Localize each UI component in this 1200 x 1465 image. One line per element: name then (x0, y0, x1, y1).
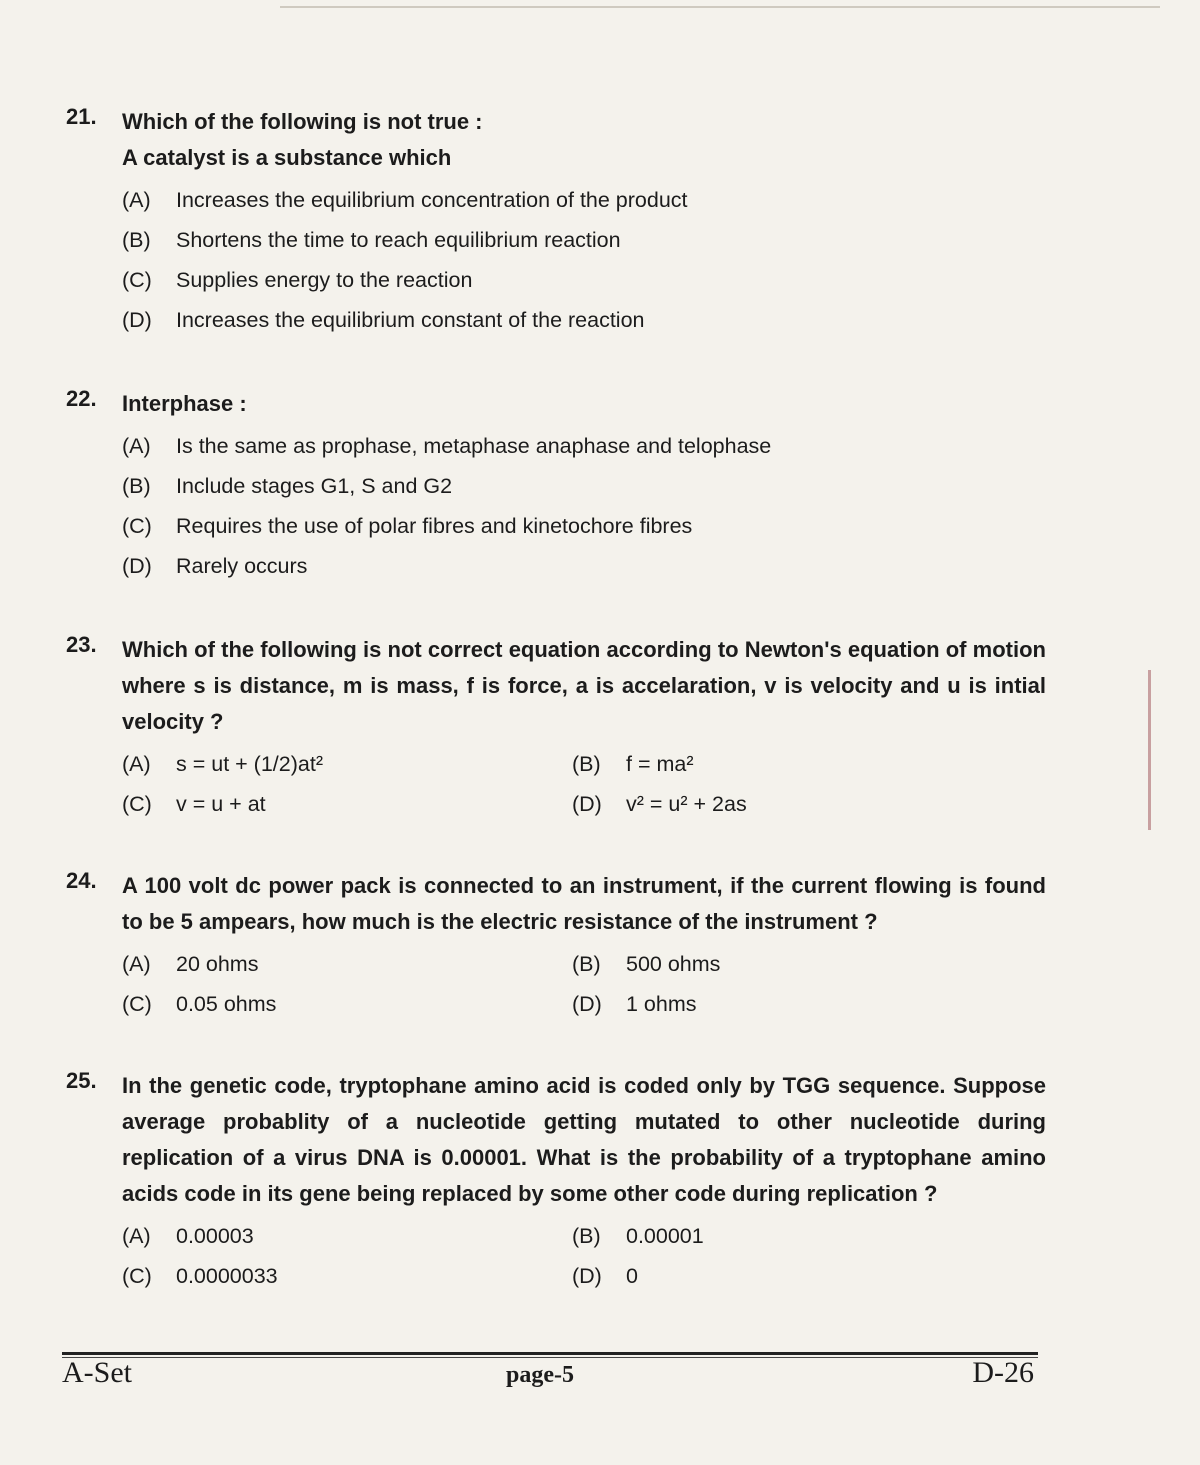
page-number: page-5 (506, 1362, 574, 1388)
option-grid (122, 1216, 1046, 1296)
question-text: Which of the following is not correct equation according to Newton's equation of motion where s is distance, m is mass, f is force, a is accelaration, v is velocity and u is intial velocity ? (122, 637, 1046, 734)
option-a: (A) Is the same as prophase, metaphase anaphase and telophase (122, 434, 772, 458)
option-d: (D) v² = u² + 2as (572, 792, 747, 816)
question-number: 22. (66, 386, 97, 411)
question-25 (66, 1068, 1046, 1296)
question-text: Which of the following is not true : A catalyst is a substance which (122, 109, 483, 170)
option-a: (A) s = ut + (1/2)at² (122, 752, 323, 776)
paper-code: D-26 (972, 1356, 1034, 1389)
option-list (122, 180, 1046, 340)
option-d: (D) Increases the equilibrium constant of the reaction (122, 308, 645, 332)
question-number: 21. (66, 104, 97, 129)
question-24 (66, 868, 1046, 1024)
option-c: (C) Supplies energy to the reaction (122, 268, 473, 292)
question-number: 24. (66, 868, 97, 893)
question-number: 25. (66, 1068, 97, 1093)
question-text: In the genetic code, tryptophane amino acid is coded only by TGG sequence. Suppose average probablity of a nucleotide getting mutated to other nucleotide during replication of a virus DNA is 0.00001. What is the probability of a tryptophane amino acids code in its gene being replaced by some other code during replication ? (122, 1073, 1046, 1206)
option-b: (B) 500 ohms (572, 952, 721, 976)
option-c: (C) 0.0000033 (122, 1264, 278, 1288)
option-grid (122, 944, 1046, 1024)
footer-rule-thin (62, 1357, 1038, 1358)
option-grid (122, 744, 1046, 824)
set-label: A-Set (62, 1356, 132, 1389)
option-b: (B) 0.00001 (572, 1224, 704, 1248)
question-21 (66, 104, 1046, 340)
option-list (122, 426, 1046, 586)
option-a: (A) 0.00003 (122, 1224, 254, 1248)
option-b: (B) f = ma² (572, 752, 694, 776)
footer-rule (62, 1352, 1038, 1355)
option-a: (A) 20 ohms (122, 952, 259, 976)
question-text: A 100 volt dc power pack is connected to an instrument, if the current flowing is found to be 5 ampears, how much is the electric resistance of the instrument ? (122, 873, 1046, 934)
option-b: (B) Include stages G1, S and G2 (122, 474, 453, 498)
option-d: (D) 1 ohms (572, 992, 697, 1016)
question-number: 23. (66, 632, 97, 657)
option-a: (A) Increases the equilibrium concentration of the product (122, 188, 688, 212)
option-d: (D) Rarely occurs (122, 554, 308, 578)
option-d: (D) 0 (572, 1264, 638, 1288)
top-rule (280, 6, 1160, 8)
question-22 (66, 386, 1046, 586)
option-c: (C) 0.05 ohms (122, 992, 277, 1016)
option-c: (C) Requires the use of polar fibres and kinetochore fibres (122, 514, 693, 538)
margin-mark (1148, 670, 1151, 830)
option-c: (C) v = u + at (122, 792, 266, 816)
question-text: Interphase : (122, 391, 247, 416)
question-23 (66, 632, 1046, 824)
option-b: (B) Shortens the time to reach equilibrium reaction (122, 228, 621, 252)
